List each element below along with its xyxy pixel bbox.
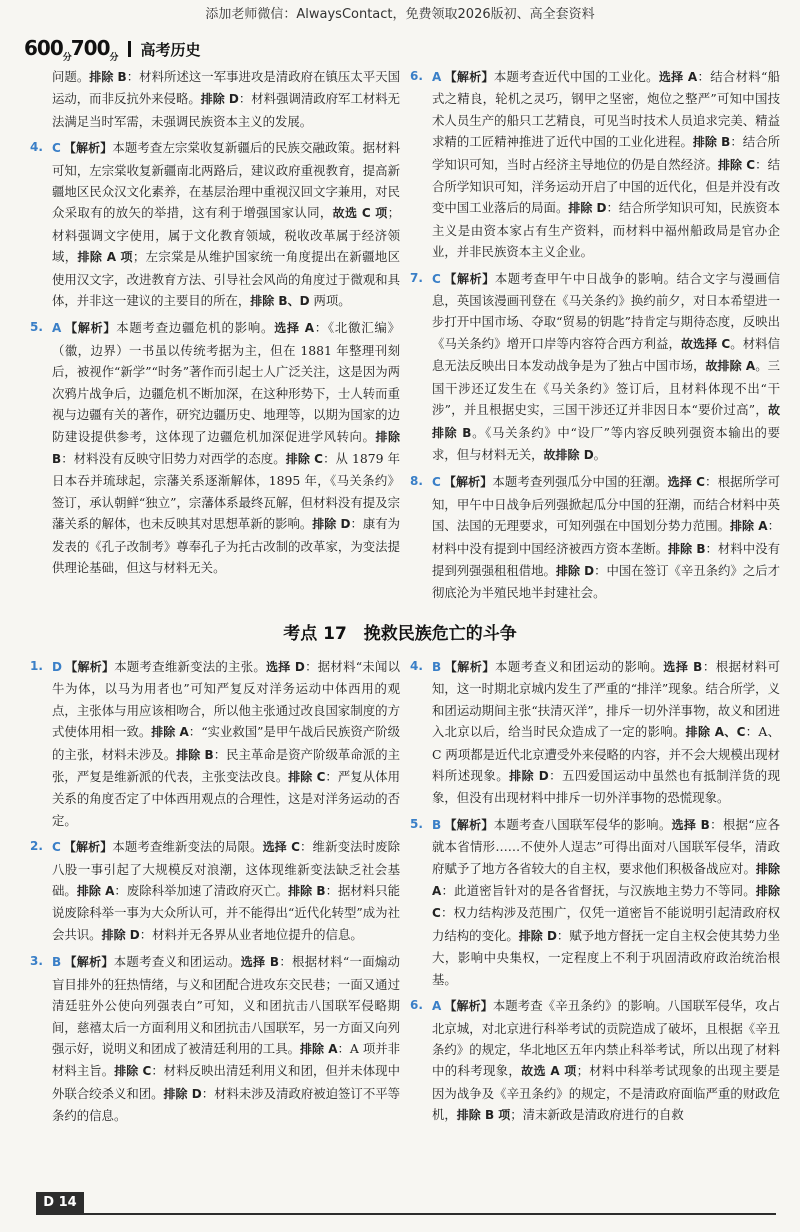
explanation-text: 【解析】本题考查甲午中日战争的影响。结合文字与漫画信息，英国该漫画刊登在《马关条约》换约前夕，对日本希望进一步打开中国市场、夺取“贸易的钥匙”持肯定与期待态度，反映出《马关条约》增开口岸等内容符合西方利益，故选择 C。材料信息无法反映出日本发动战争是为了独占中国市场，故排除 A。三国干涉还辽发生在《马关条约》签订后，且材料体现不出“干涉”，并且根据史实，三国干涉还辽并非因日本“要价过高”，故排除 B。《马关条约》中“设厂”等内容反映列强资本输出的要求，但与材料无关，故排除 D。 bbox=[432, 270, 781, 462]
answer-entry bbox=[30, 656, 400, 831]
answer-entry bbox=[410, 656, 780, 809]
explanation-text: 【解析】本题考查义和团运动。选择 B：根据材料“一面煽动盲目排外的狂热情绪，与义和团配合进攻东交民巷；一面又通过清廷驻外公使向列强表白”可知，义和团抗击八国联军侵略期间，慈禧太后一方面利用义和团抗击八国联军，另一方面又向列强示好，说明义和团成了被清廷利用的工具。排除 A：A 项并非材料主旨。排除 C：材料反映出清廷利用义和团，但并未体现中外联合绞杀义和团。排除 D：材料未涉及清政府被迫签订不平等条约的信息。 bbox=[52, 954, 401, 1124]
explanation-text: 【解析】本题考查八国联军侵华的影响。选择 B：根据“应各就本省情形……不使外人逞志”可得出面对八国联军侵华，清政府赋予了地方各省较大的自主权，要求他们积极备战应对。排除 A：此道密旨针对的是各省督抚，与汉族地主势力不等同。排除 C：权力结构涉及范围广，仅凭一道密旨不能说明引起清政府权力结构的变化。排除 D：赋予地方督抚一定自主权会使其势力坐大，影响中央集权，一定程度上不利于巩固清政府政治统治根基。 bbox=[432, 816, 781, 987]
answer-letter: A bbox=[432, 70, 442, 84]
answer-letter: A bbox=[52, 321, 62, 336]
explanation-text: 【解析】本题考查维新变法的局限。选择 C：维新变法时废除八股一事引起了大规模反对浪潮，这体现维新变法缺乏社会基础。排除 A：废除科举加速了清政府灭亡。排除 B：据材料只能说废除科举一事为大众所认可，并不能得出“近代化转型”成为社会共识。排除 D：材料并无各界从业者地位提升的信息。 bbox=[52, 839, 401, 942]
explanation-text: 【解析】本题考查左宗棠收复新疆后的民族交融政策。据材料可知，左宗棠收复新疆南北两路后，建议政府重视教育，提高新疆地区民众汉文化素养，在基层治理中重视汉回文字兼用，对民众采取有的放矢的举措，这有利于增强国家认同，故选 C 项；材料强调文字使用，属于文化教育领域，税收改革属于经济领域，排除 A 项；左宗棠是从维护国家统一角度提出在新疆地区使用汉文字，改进教育方法、引导社会风尚的角度过于微观和具体，并非这一建议的主要目的所在，排除 B、D 两项。 bbox=[52, 140, 401, 309]
explanation-text: 【解析】本题考查维新变法的主张。选择 D：据材料“未闻以牛为体，以马为用者也”可知严复反对洋务运动中体西用的观点，主张体与用应该相吻合，所以他主张通过改良国家制度的方式使体用相一致。排除 A：“实业救国”是甲午战后民族资产阶级的主张，材料未涉及。排除 B：民主革命是资产阶级革命派的主张，严复是维新派的代表，主张变法改良。排除 C：严复从体用关系的角度否定了中体西用观点的合理性，这是对洋务运动的否定。 bbox=[52, 659, 401, 828]
brand-divider bbox=[128, 41, 131, 57]
question-number: 4. bbox=[410, 659, 423, 673]
question-number: 5. bbox=[410, 816, 423, 831]
question-number: 5. bbox=[30, 320, 43, 335]
question-number: 4. bbox=[30, 140, 43, 155]
explanation-text: 【解析】本题考查《辛丑条约》的影响。八国联军侵华，攻占北京城，对北京进行科举考试的贡院造成了破坏，且根据《辛丑条约》的规定，华北地区五年内禁止科举考试，所以出现了材料中的科考现象，故选 A 项；材料中科举考试现象的出现主要是因为战争及《辛丑条约》的规定，不是清政府面临严重的财政危机，排除 B 项；清末新政是清政府进行的自救 bbox=[432, 998, 781, 1123]
question-number: 6. bbox=[410, 998, 423, 1013]
brand-header bbox=[24, 34, 201, 64]
explanation-text: 【解析】本题考查列强瓜分中国的狂潮。选择 C：根据所学可知，甲午中日战争后列强掀起瓜分中国的狂潮，而结合材料中英国、法国的无理要求，可知列强在中国划分势力范围。排除 A：材料中没有提到中国经济被西方资本垄断。排除 B：材料中没有提到列强强租租借地。排除 D：中国在签订《辛丑条约》之后才彻底沦为半殖民地半封建社会。 bbox=[432, 474, 781, 601]
answer-letter: C bbox=[432, 475, 441, 490]
column-right-bottom bbox=[410, 656, 780, 1176]
question-number: 8. bbox=[410, 474, 423, 489]
answer-letter: B bbox=[52, 955, 62, 970]
column-right-top bbox=[410, 66, 780, 614]
answer-entry bbox=[30, 137, 400, 312]
answer-entry bbox=[410, 66, 780, 263]
answer-entry bbox=[410, 471, 780, 603]
answer-entry bbox=[30, 317, 400, 578]
answer-entry bbox=[410, 995, 780, 1126]
footer-rule bbox=[36, 1213, 776, 1215]
section-title: 考点 17 挽救民族危亡的斗争 bbox=[283, 624, 517, 644]
column-left-top bbox=[30, 66, 400, 614]
answer-letter: C bbox=[432, 271, 441, 286]
question-number: 6. bbox=[410, 69, 423, 83]
answer-letter: B bbox=[432, 660, 442, 674]
explanation-text: 【解析】本题考查义和团运动的影响。选择 B：根据材料可知，这一时期北京城内发生了严重的“排洋”现象。结合所学，义和团运动期间主张“扶清灭洋”，排斥一切外洋事物，故义和团进入北京以后，给当时民众造成了一定的影响。排除 A、C：A、C 两项都是近代北京遭受外来侵略的内容，并不会大规模出现材料所述现象。排除 D：五四爱国运动中虽然也有抵制洋货的现象，但没有出现材料中排斥一切外洋事物的恐慌现象。 bbox=[432, 659, 781, 806]
question-number: 2. bbox=[30, 839, 43, 854]
page-number: D 14 bbox=[36, 1192, 84, 1214]
brand-logo: $600_分700_分$ bbox=[24, 35, 118, 63]
answer-entry bbox=[410, 814, 780, 990]
subject-title: 高考历史 bbox=[140, 40, 201, 59]
answer-entry bbox=[30, 951, 400, 1126]
answer-entry bbox=[30, 66, 400, 132]
answer-entry bbox=[410, 268, 780, 467]
answer-letter: C bbox=[52, 840, 61, 855]
question-number: 1. bbox=[30, 659, 43, 673]
answer-letter: A bbox=[432, 999, 442, 1014]
column-left-bottom bbox=[30, 656, 400, 1176]
answer-letter: B bbox=[432, 817, 442, 832]
answer-entry bbox=[30, 836, 400, 946]
answer-letter: C bbox=[52, 141, 61, 156]
promo-banner: 添加老师微信：AlwaysContact，免费领取2026版初、高全套资料 bbox=[205, 7, 595, 22]
explanation-text: 【解析】本题考查近代中国的工业化。选择 A：结合材料“船式之精良，轮机之灵巧，钢甲之坚密，炮位之整严”可知中国技术人员生产的船只工艺精良，可见当时技术人员追求完美、精益求精的工匠精神推进了近代中国的工业化进程。排除 B：结合所学知识可知，当时占经济主导地位的仍是自然经济。排除 C：结合所学知识可知，洋务运动开启了中国的近代化，但是并没有改变中国工业落后的局面。排除 D：结合所学知识可知，民族资本主义是由资本家占有生产资料，而材料中福州船政局是官办企业，并非民族资本主义企业。 bbox=[432, 69, 781, 260]
answer-letter: D bbox=[52, 660, 62, 674]
explanation-text: 问题。排除 B：材料所述这一军事进攻是清政府在镇压太平天国运动，而非反抗外来侵略。排除 D：材料强调清政府军工材料无法满足当时军需，未强调民族资本主义的发展。 bbox=[52, 69, 401, 129]
question-number: 7. bbox=[410, 270, 423, 285]
question-number: 3. bbox=[30, 954, 43, 969]
explanation-text: 【解析】本题考查边疆危机的影响。选择 A：《北徼汇编》（徽，边界）一书虽以传统考据为主，但在 1881 年整理刊刻后，被视作“新学”“时务”著作而引起士人广泛关注，这是因为两次鸦片战争后，边疆危机不断加深，在这种形势下，士人转而重视与边疆有关的著作，研究边疆历史、地理等，以期为国家的边防建设提供参考，这体现了边疆危机加深促进学风转向。排除 B：材料没有反映守旧势力对西学的态度。排除 C：从 1879 年日本吞并琉球起，宗藩关系逐渐解体，1895 年，《马关条约》签订，承认朝鲜“独立”，宗藩体系最终瓦解，但材料没有提及宗藩关系的解体，也未反映其对思想革新的影响。排除 D：康有为发表的《孔子改制考》尊奉孔子为托古改制的改革家，为变法提供理论基础，但这与材料无关。 bbox=[52, 320, 401, 575]
